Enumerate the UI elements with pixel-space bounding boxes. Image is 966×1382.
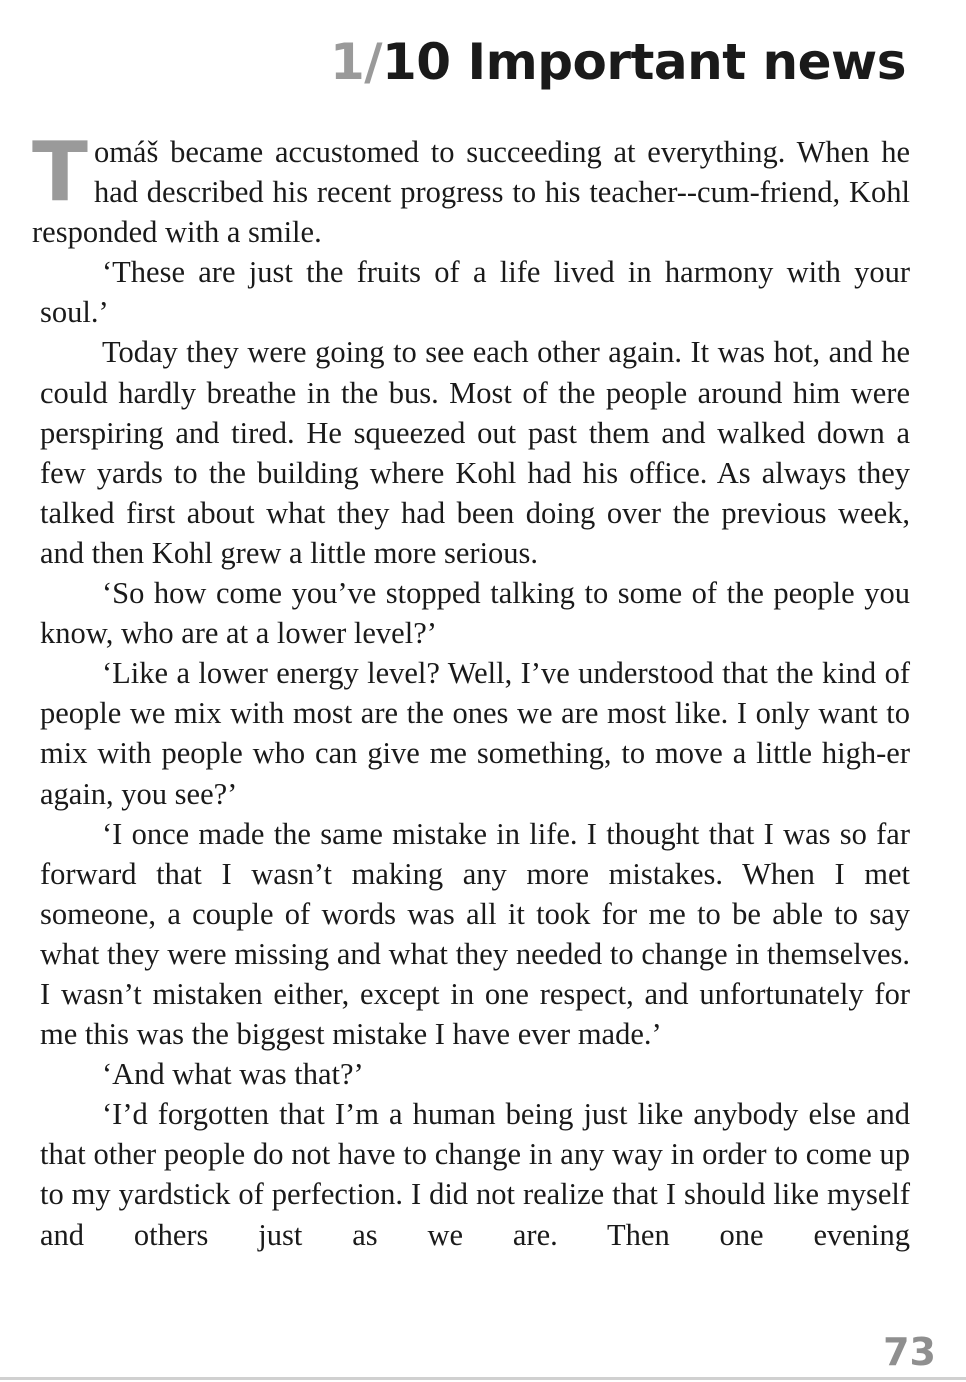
paragraph-1: [32, 125, 910, 252]
paragraph-1-text: omáš became accustomed to succeeding at everything. When he had described his recent progress to his teacher--cum-friend, Kohl responded with a smile.: [32, 135, 910, 250]
chapter-heading-text: 10 Important news: [382, 33, 906, 91]
paragraph-8: ‘I’d forgotten that I’m a human being just like anybody else and that other people do not have to change in any way in order to come up to my yardstick of perfection. I did not realize that I should like myself and others just as we are. Then one evening: [40, 1097, 910, 1252]
paragraph-3: Today they were going to see each other again. It was hot, and he could hardly breathe in the bus. Most of the people around him were perspiring and tired. He squeezed out past them and walked down a few yards to the building where Kohl had his office. As always they talked first about what they had been doing over the previous week, and then Kohl grew a little more serious.: [40, 335, 910, 570]
paragraph-6: ‘I once made the same mistake in life. I thought that I was so far forward that I wasn’t making any more mistakes. When I met someone, a couple of words was all it took for me to be able to say what they were missing and what they needed to change in themselves. I wasn’t mistaken either, except in one respect, and unfortunately for me this was the biggest mistake I have ever made.’: [40, 816, 910, 1052]
paragraph-4: ‘So how come you’ve stopped talking to some of the people you know, who are at a lower level?’: [40, 576, 910, 651]
page-number: 73: [883, 1330, 936, 1374]
chapter-number: 1: [329, 33, 365, 91]
bottom-rule: [0, 1377, 966, 1380]
chapter-separator: /: [364, 33, 382, 91]
body-text: [32, 125, 910, 1255]
paragraph-7: ‘And what was that?’: [102, 1057, 364, 1092]
chapter-title: [330, 30, 906, 94]
paragraph-5: ‘Like a lower energy level? Well, I’ve understood that the kind of people we mix with most are the ones we are most like. I only want to mix with people who can give me something, to move a little high-er again, you see?’: [40, 656, 910, 811]
drop-cap: T: [32, 125, 88, 220]
paragraph-2: ‘These are just the fruits of a life lived in harmony with your soul.’: [40, 255, 910, 330]
